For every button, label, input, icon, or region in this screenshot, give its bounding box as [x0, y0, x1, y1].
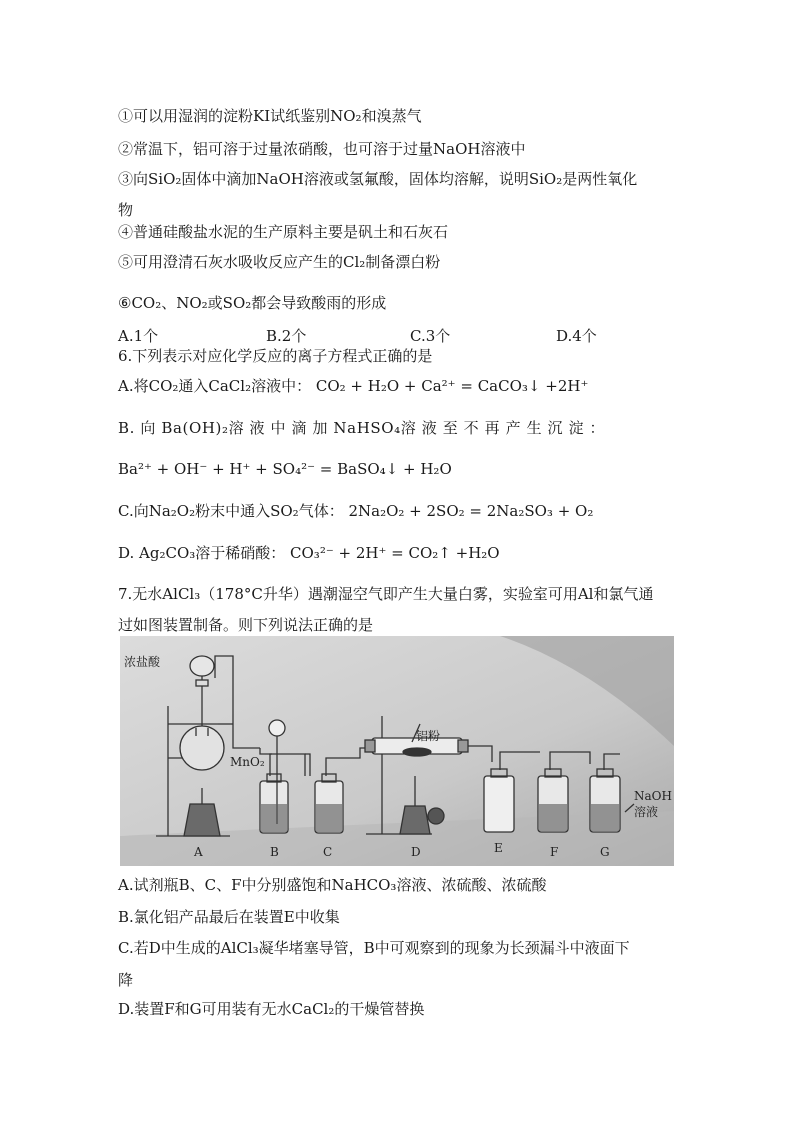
label-f: F: [550, 845, 559, 859]
q5-option-a: A.1个: [118, 327, 159, 345]
label-g: G: [600, 845, 610, 859]
q5-option-b: B.2个: [266, 327, 307, 345]
item-6: ⑥CO₂、NO₂或SO₂都会导致酸雨的形成: [118, 294, 387, 312]
q6-option-a: A.将CO₂通入CaCl₂溶液中： CO₂ + H₂O + Ca²⁺ = CaCO₃↓ +2H⁺: [118, 377, 589, 395]
q7-stem-line2: 过如图装置制备。则下列说法正确的是: [118, 616, 374, 634]
q5-option-c: C.3个: [410, 327, 451, 345]
q7-option-c-line2: 降: [118, 971, 134, 989]
q6-stem: 6.下列表示对应化学反应的离子方程式正确的是: [118, 347, 433, 365]
q5-option-d: D.4个: [556, 327, 597, 345]
item-1: ①可以用湿润的淀粉KI试纸鉴别NO₂和溴蒸气: [118, 107, 422, 125]
label-e: E: [494, 841, 503, 855]
label-al-powder: 铝粉: [416, 729, 441, 743]
q7-stem-line1: 7.无水AlCl₃（178°C升华）遇潮湿空气即产生大量白雾，实验室可用Al和氯气通: [118, 585, 654, 603]
apparatus-figure: [120, 636, 674, 866]
q6-option-c: C.向Na₂O₂粉末中通入SO₂气体： 2Na₂O₂ + 2SO₂ = 2Na₂SO₃ + O₂: [118, 502, 594, 520]
label-conc-hcl: 浓盐酸: [124, 655, 161, 669]
q7-option-a: A.试剂瓶B、C、F中分别盛饱和NaHCO₃溶液、浓硫酸、浓硫酸: [118, 876, 547, 894]
label-a: A: [194, 845, 203, 859]
item-3-cont: 物: [118, 201, 134, 219]
q7-option-b: B.氯化铝产品最后在装置E中收集: [118, 908, 340, 926]
label-b: B: [270, 845, 279, 859]
label-c: C: [323, 845, 333, 859]
label-naoh-solution: 溶液: [634, 805, 659, 819]
item-4: ④普通硅酸盐水泥的生产原料主要是矾土和石灰石: [118, 223, 449, 241]
q7-option-d: D.装置F和G可用装有无水CaCl₂的干燥管替换: [118, 1000, 425, 1018]
q6-option-d: D. Ag₂CO₃溶于稀硝酸： CO₃²⁻ + 2H⁺ = CO₂↑ +H₂O: [118, 544, 500, 562]
item-5: ⑤可用澄清石灰水吸收反应产生的Cl₂制备漂白粉: [118, 253, 441, 271]
q6-option-b-line2: Ba²⁺ + OH⁻ + H⁺ + SO₄²⁻ = BaSO₄↓ + H₂O: [118, 460, 452, 478]
label-mno2: MnO₂: [230, 755, 265, 769]
q6-option-b-line1: B. 向 Ba(OH)₂溶 液 中 滴 加 NaHSO₄溶 液 至 不 再 产 生 沉 淀 ：: [118, 419, 606, 437]
item-2: ②常温下，铝可溶于过量浓硝酸，也可溶于过量NaOH溶液中: [118, 140, 526, 158]
q7-option-c-line1: C.若D中生成的AlCl₃凝华堵塞导管，B中可观察到的现象为长颈漏斗中液面下: [118, 939, 630, 957]
label-naoh: NaOH: [634, 789, 672, 803]
label-d: D: [411, 845, 421, 859]
item-3: ③向SiO₂固体中滴加NaOH溶液或氢氟酸，固体均溶解，说明SiO₂是两性氧化: [118, 170, 638, 188]
